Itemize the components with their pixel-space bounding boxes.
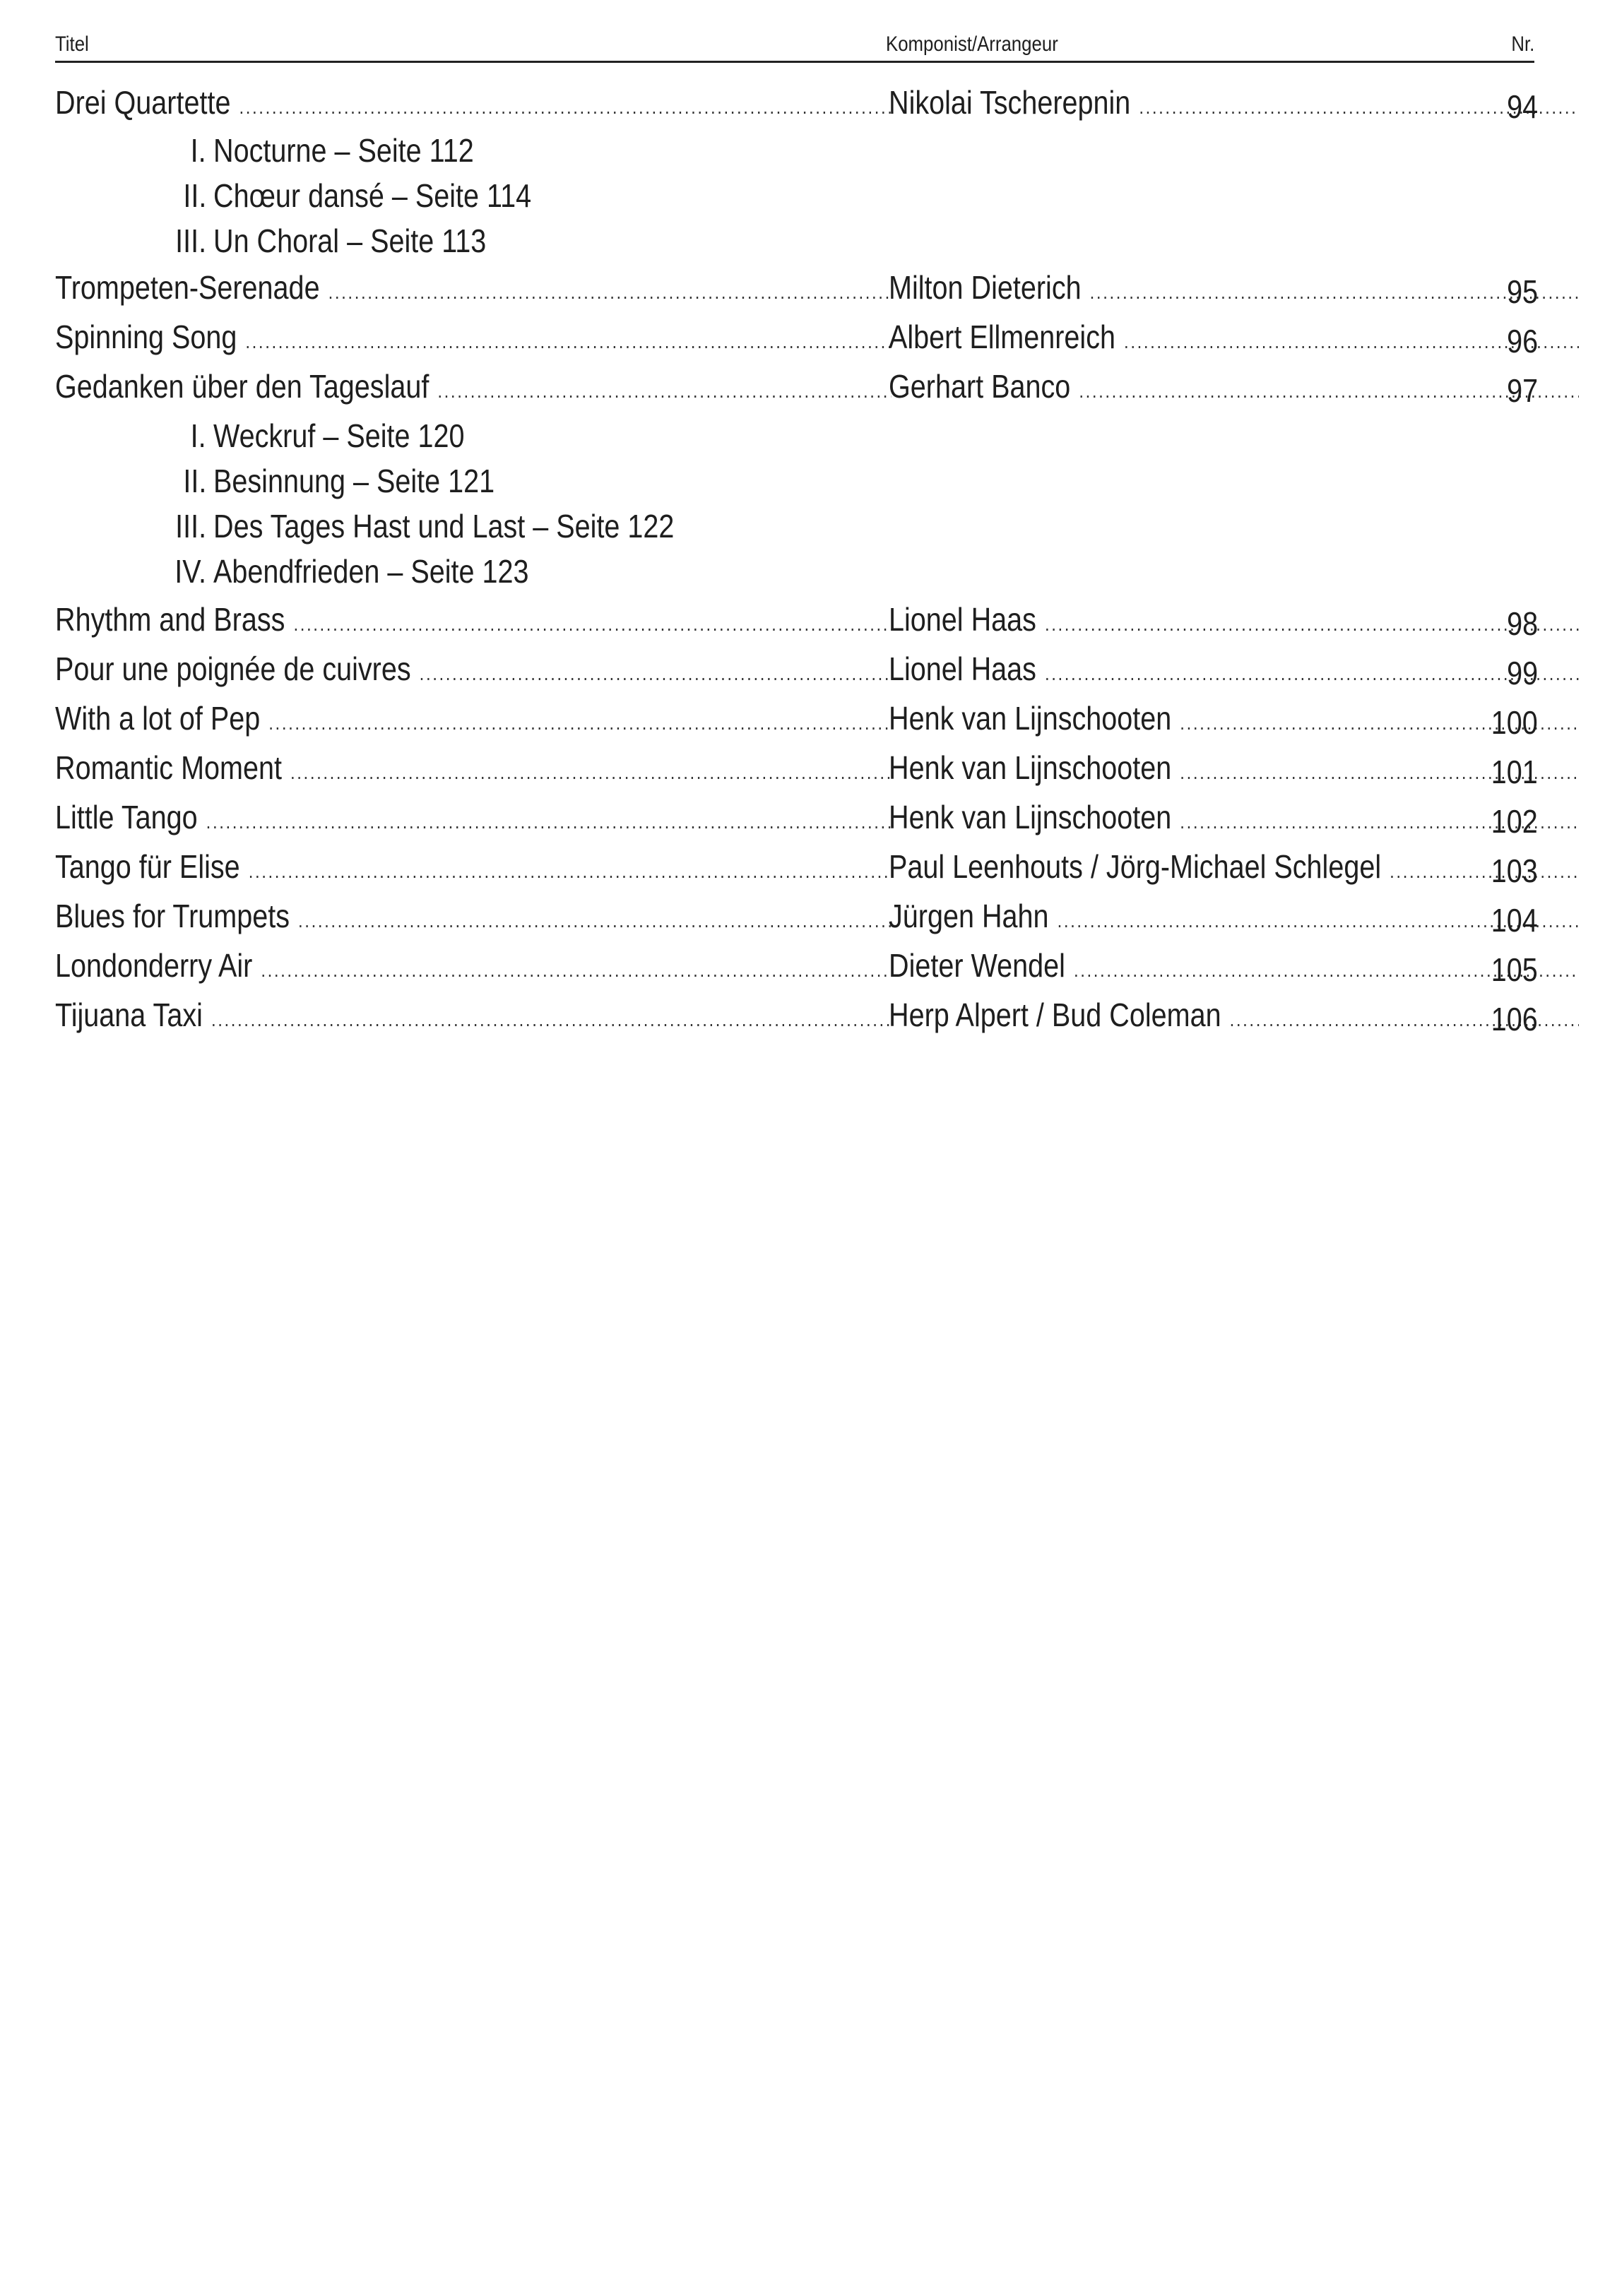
toc-entry xyxy=(0,897,1605,944)
entry-title: Gedanken über den Tageslauf xyxy=(55,368,430,405)
dot-leader xyxy=(239,96,891,119)
entry-number: 100 xyxy=(1491,704,1538,741)
entry-title: Londonderry Air xyxy=(55,947,253,984)
entry-composer: Paul Leenhouts / Jörg-Michael Schlegel xyxy=(889,848,1382,885)
dot-leader xyxy=(298,910,891,932)
movement-text: Chœur dansé – Seite 114 xyxy=(213,177,532,214)
toc-entry xyxy=(0,367,1605,414)
dot-leader xyxy=(1079,380,1579,403)
dot-leader xyxy=(211,1009,891,1031)
movement-number: IV. xyxy=(174,553,206,590)
movement-line xyxy=(0,222,918,267)
dot-leader xyxy=(245,331,891,353)
entry-title: Blues for Trumpets xyxy=(55,898,290,934)
entry-composer: Herp Alpert / Bud Coleman xyxy=(889,997,1221,1033)
movement-text: Nocturne – Seite 112 xyxy=(213,132,474,169)
entry-number: 94 xyxy=(1506,88,1538,125)
dot-leader xyxy=(1045,662,1579,685)
entry-title: Pour une poignée de cuivres xyxy=(55,650,411,687)
entry-number: 104 xyxy=(1491,902,1538,939)
toc-entry xyxy=(0,699,1605,746)
dot-leader xyxy=(261,959,891,982)
entry-composer: Gerhart Banco xyxy=(889,368,1071,405)
entry-composer: Henk van Lijnschooten xyxy=(889,799,1172,835)
entry-title: With a lot of Pep xyxy=(55,700,261,737)
entry-title: Tango für Elise xyxy=(55,848,240,885)
entry-number: 103 xyxy=(1491,852,1538,889)
entry-title: Rhythm and Brass xyxy=(55,601,285,638)
toc-entry xyxy=(0,946,1605,993)
entry-number: 106 xyxy=(1491,1001,1538,1037)
movement-text: Abendfrieden – Seite 123 xyxy=(213,553,529,590)
dot-leader xyxy=(206,811,892,833)
entry-composer: Milton Dieterich xyxy=(889,269,1082,306)
movement-line xyxy=(0,131,918,177)
entry-number: 98 xyxy=(1506,605,1538,642)
entry-title: Spinning Song xyxy=(55,319,237,355)
entry-composer: Dieter Wendel xyxy=(889,947,1065,984)
entry-title: Trompeten-Serenade xyxy=(55,269,320,306)
entry-composer: Henk van Lijnschooten xyxy=(889,749,1172,786)
dot-leader xyxy=(328,281,892,304)
entry-composer: Nikolai Tscherepnin xyxy=(889,84,1131,121)
entry-number: 99 xyxy=(1506,655,1538,691)
dot-leader xyxy=(268,712,891,734)
movement-number: I. xyxy=(191,417,206,454)
movement-text: Weckruf – Seite 120 xyxy=(213,417,465,454)
movement-number: II. xyxy=(183,177,206,214)
dot-leader xyxy=(1090,281,1579,304)
toc-entry xyxy=(0,798,1605,845)
movement-text: Besinnung – Seite 121 xyxy=(213,463,495,499)
entry-composer: Lionel Haas xyxy=(889,601,1036,638)
dot-leader xyxy=(1045,613,1579,636)
header-number-column: Nr. xyxy=(1511,32,1534,56)
header-title-column: Titel xyxy=(55,32,89,56)
movement-number: III. xyxy=(175,222,206,259)
dot-leader xyxy=(290,761,891,784)
dot-leader xyxy=(1390,860,1579,883)
toc-entry xyxy=(0,749,1605,795)
movement-line xyxy=(0,417,918,462)
movement-text: Des Tages Hast und Last – Seite 122 xyxy=(213,508,675,545)
movement-line xyxy=(0,462,918,507)
dot-leader xyxy=(249,860,892,883)
entry-number: 101 xyxy=(1491,754,1538,790)
table-header xyxy=(55,28,1534,63)
entry-title: Tijuana Taxi xyxy=(55,997,203,1033)
dot-leader xyxy=(420,662,892,685)
dot-leader xyxy=(437,380,891,403)
toc-entry xyxy=(0,268,1605,315)
toc-entry xyxy=(0,847,1605,894)
dot-leader xyxy=(293,613,891,636)
entry-composer: Jürgen Hahn xyxy=(889,898,1049,934)
toc-entry xyxy=(0,318,1605,364)
toc-entry xyxy=(0,650,1605,696)
movement-line xyxy=(0,552,918,597)
movement-number: I. xyxy=(191,132,206,169)
movement-line xyxy=(0,177,918,222)
movement-line xyxy=(0,507,918,552)
movement-number: II. xyxy=(183,463,206,499)
movement-number: III. xyxy=(175,508,206,545)
entry-number: 102 xyxy=(1491,803,1538,840)
entry-number: 95 xyxy=(1506,273,1538,310)
entry-number: 96 xyxy=(1506,323,1538,359)
entry-title: Drei Quartette xyxy=(55,84,231,121)
entry-composer: Albert Ellmenreich xyxy=(889,319,1116,355)
entry-title: Little Tango xyxy=(55,799,198,835)
entry-number: 105 xyxy=(1491,951,1538,988)
entry-composer: Henk van Lijnschooten xyxy=(889,700,1172,737)
toc-entry xyxy=(0,83,1605,130)
entry-title: Romantic Moment xyxy=(55,749,282,786)
movement-text: Un Choral – Seite 113 xyxy=(213,222,487,259)
header-composer-column: Komponist/Arrangeur xyxy=(886,32,1058,56)
toc-entry xyxy=(0,996,1605,1042)
toc-entry xyxy=(0,600,1605,647)
entry-number: 97 xyxy=(1506,372,1538,409)
entry-composer: Lionel Haas xyxy=(889,650,1036,687)
